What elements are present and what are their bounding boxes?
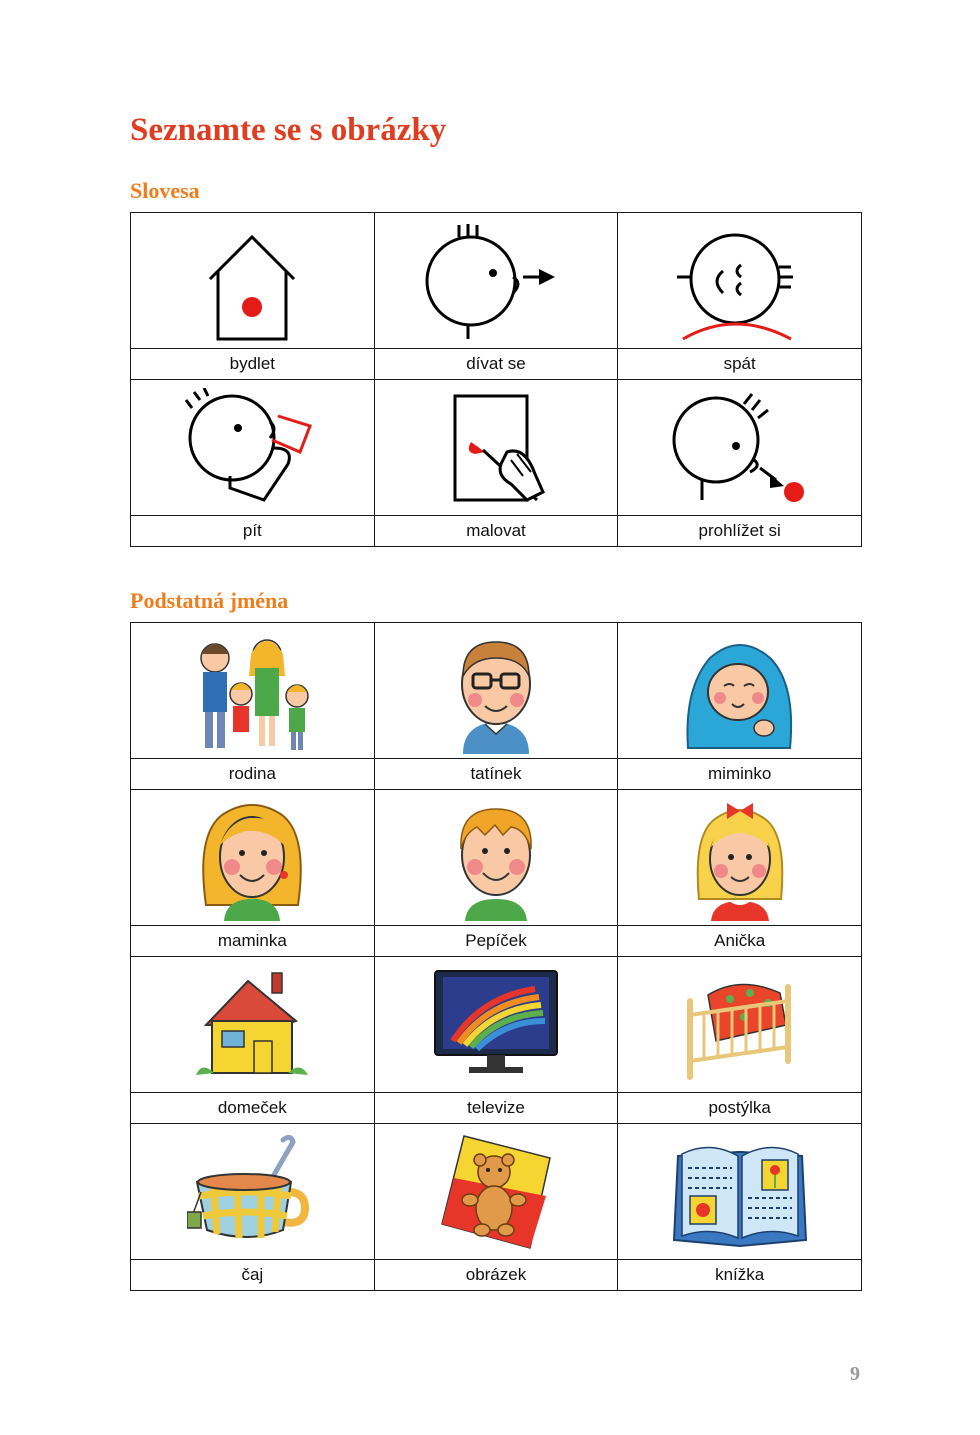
verb-label: dívat se	[374, 349, 618, 380]
verb-picture-cell	[618, 213, 862, 349]
verb-picture-cell	[131, 380, 375, 516]
noun-picture-cell	[131, 790, 375, 926]
sleep-icon	[675, 221, 805, 341]
noun-label: čaj	[131, 1260, 375, 1291]
book-icon	[670, 1132, 810, 1252]
noun-label: postýlka	[618, 1093, 862, 1124]
noun-picture-cell	[374, 790, 618, 926]
baby-icon	[680, 628, 800, 754]
noun-picture-cell	[618, 1124, 862, 1260]
picture-icon	[436, 1132, 556, 1252]
noun-label: televize	[374, 1093, 618, 1124]
paint-icon	[441, 388, 551, 508]
noun-picture-cell	[131, 957, 375, 1093]
noun-label: tatínek	[374, 759, 618, 790]
noun-picture-cell	[618, 957, 862, 1093]
verb-label: malovat	[374, 516, 618, 547]
noun-label: obrázek	[374, 1260, 618, 1291]
verb-label: pít	[131, 516, 375, 547]
noun-label: knížka	[618, 1260, 862, 1291]
verb-picture-cell	[374, 380, 618, 516]
noun-picture-cell	[374, 957, 618, 1093]
verb-label: spát	[618, 349, 862, 380]
verb-picture-cell	[618, 380, 862, 516]
noun-picture-cell	[131, 1124, 375, 1260]
verb-picture-cell	[131, 213, 375, 349]
verb-picture-cell	[374, 213, 618, 349]
noun-label: maminka	[131, 926, 375, 957]
mom-icon	[192, 795, 312, 921]
little-house-icon	[192, 965, 312, 1085]
verbs-table	[130, 212, 862, 547]
dad-icon	[441, 628, 551, 754]
verb-label: bydlet	[131, 349, 375, 380]
noun-label: Pepíček	[374, 926, 618, 957]
girl-icon	[685, 795, 795, 921]
noun-label: miminko	[618, 759, 862, 790]
nouns-heading: Podstatná jména	[130, 588, 289, 613]
look-icon	[421, 221, 571, 341]
noun-picture-cell	[374, 1124, 618, 1260]
family-icon	[187, 628, 317, 754]
noun-picture-cell	[131, 623, 375, 759]
tea-icon	[187, 1132, 317, 1252]
noun-label: Anička	[618, 926, 862, 957]
examine-icon	[670, 388, 810, 508]
boy-icon	[441, 795, 551, 921]
house-icon	[202, 221, 302, 341]
television-icon	[431, 967, 561, 1083]
noun-label: domeček	[131, 1093, 375, 1124]
noun-picture-cell	[618, 623, 862, 759]
noun-picture-cell	[618, 790, 862, 926]
verb-label: prohlížet si	[618, 516, 862, 547]
noun-picture-cell	[374, 623, 618, 759]
page-number: 9	[850, 1363, 860, 1385]
crib-icon	[680, 965, 800, 1085]
page-title: Seznamte se s obrázky	[130, 112, 447, 148]
verbs-heading: Slovesa	[130, 178, 200, 203]
drink-icon	[182, 388, 322, 508]
nouns-table	[130, 622, 862, 1291]
noun-label: rodina	[131, 759, 375, 790]
